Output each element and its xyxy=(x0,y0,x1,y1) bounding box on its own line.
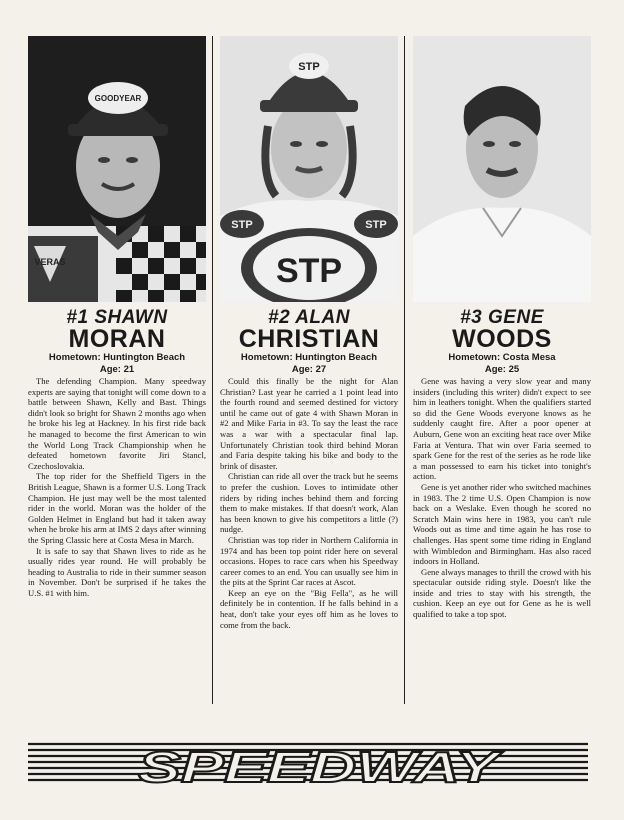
rider-hometown: Hometown: Costa Mesa xyxy=(448,352,556,363)
rider-age: Age: 25 xyxy=(484,364,520,375)
speedway-logo xyxy=(28,740,588,786)
rider-hometown: Hometown: Huntington Beach xyxy=(48,352,186,363)
shoulder-logo-text: STP xyxy=(231,219,253,231)
rider-portrait-illustration xyxy=(220,36,398,302)
rider-number-first-name: #1 SHAWN xyxy=(66,307,168,328)
bio-paragraph: Christian can ride all over the track but he seems to prefer the cushion. Loves to intimidate other riders by riding inches behind them and forcing them to make mistakes. If that doesn't work, Alan has been known to give his competitors a little (?) nudge. xyxy=(220,471,398,535)
column-divider xyxy=(212,36,213,704)
rider-number-first-name: #2 ALAN xyxy=(268,307,350,328)
rider-photo xyxy=(220,36,398,302)
rider-age: Age: 21 xyxy=(99,364,135,375)
rider-portrait-illustration xyxy=(413,36,591,302)
shirt-logo-text: STP xyxy=(275,252,343,290)
bio-paragraph: Could this finally be the night for Alan Christian? Last year he carried a 1 point lead into the fourth round and seemed destined for victory until he came out of gate 4 with Shawn Moran in #2 and Mike Faria in #3. To say the least the race was a war with a spectacular final lap. Unfortunately Christian took third behind Moran and Faria despite taking his bike and body to the brink of disaster. xyxy=(220,376,398,471)
rider-photo xyxy=(28,36,206,302)
bio-paragraph: The defending Champion. Many speedway experts are saying that tonight will come down to a battle between Shawn, Kelly and Bast. Things didn't look so bright for Shawn 2 months ago when he broke his leg at Hackney. In his first ride back he managed to become the first American to win the World Long Track Championship when he defeated hometown favorite Jiri Stancl, Czechoslovakia. xyxy=(28,376,206,471)
cap-logo-text: STP xyxy=(298,61,320,73)
rider-last-name: WOODS xyxy=(452,325,552,353)
rider-column-3 xyxy=(413,36,591,620)
bio-paragraph: Gene was having a very slow year and many insiders (including this writer) didn't expect to see him in leathers tonight. When the qualifiers started so did the Gene Woods everyone knows as he suddenly caught fire. After a poor opener at Auburn, Gene won an exciting heat race over Mike Faria at Ventura. That win over Faria seemed to spark Gene for the rest of the series as he rode like a man possessed to earn his ticket into tonight's action. xyxy=(413,376,591,482)
rider-last-name: MORAN xyxy=(68,325,166,353)
rider-portrait-illustration xyxy=(28,36,206,302)
shoulder-logo-text: STP xyxy=(365,219,387,231)
column-divider xyxy=(404,36,405,704)
bio-paragraph: Gene always manages to thrill the crowd with his spectacular outside riding style. Doesn't like the inside and tries to stay with his strength, the cushion. Keep an eye out for Gene as he is well qualified to take a top spot. xyxy=(413,566,591,620)
cap-logo-text: GOODYEAR xyxy=(94,94,142,103)
rider-bio xyxy=(413,376,591,620)
bio-paragraph: Christian was top rider in Northern California in 1974 and has been top point rider here on several occasions. Hopes to race cars when his Speedway career comes to an end. You can usually see him in the pits at the Sprint Car races at Ascot. xyxy=(220,534,398,588)
bio-paragraph: Gene is yet another rider who switched machines in 1983. The 2 time U.S. Open Champion is now back on a Weslake. Even though he scored no Scratch Main wins here in 1983, you can't rule Woods out as time and time again he has rose to challenges. Has spent some time riding in England with Wimbledon and Birmingham. Has also raced indoors in Holland. xyxy=(413,481,591,567)
speedway-logo-banner xyxy=(28,740,588,786)
bio-paragraph: The top rider for the Sheffield Tigers in the British League, Shawn is a former U.S. Long Track Champion. He just may well be the most talented rider in the world. Moran was the holder of the Golden Helmet in England but had it taken away when he broke his arm at IMS 2 days after winning the Spring Classic here at Costa Mesa in March. xyxy=(28,471,206,545)
rider-hometown: Hometown: Huntington Beach xyxy=(240,352,378,363)
rider-bio xyxy=(220,376,398,630)
rider-column-1 xyxy=(28,36,206,598)
rider-age: Age: 27 xyxy=(291,364,327,375)
rider-last-name: CHRISTIAN xyxy=(238,325,380,353)
bio-paragraph: It is safe to say that Shawn lives to ride as he usually rides year round. He will probably be heading to Australia to ride in their summer season in November. Don't be surprised if he takes the U.S. #1 with him. xyxy=(28,545,206,598)
shirt-logo-text: VERAS xyxy=(34,257,66,267)
rider-photo xyxy=(413,36,591,302)
rider-column-2 xyxy=(220,36,398,630)
bio-paragraph: Keep an eye on the "Big Fella", as he will definitely be in contention. If he falls behind in a heat, don't take your eyes off him as he loves to come from the back. xyxy=(220,587,398,630)
rider-number-first-name: #3 GENE xyxy=(460,307,544,328)
speedway-logo-text: SPEEDWAY xyxy=(138,743,504,786)
rider-bio xyxy=(28,376,206,598)
